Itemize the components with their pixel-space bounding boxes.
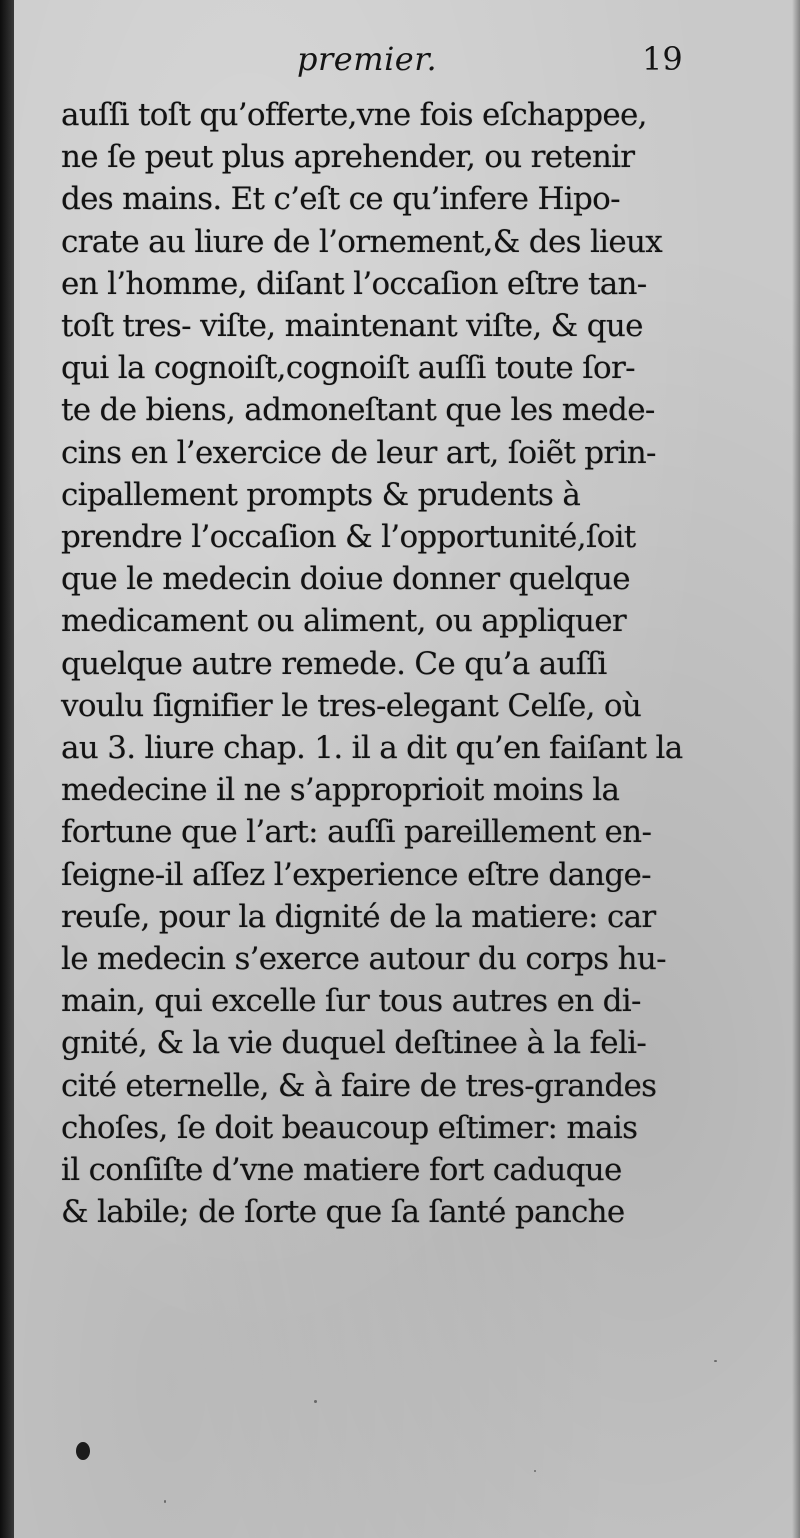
scan-left-edge [0,0,14,1538]
text-line: ne ſe peut plus aprehender, ou retenir [61,139,635,176]
paper-speck [714,1360,717,1362]
text-line: te de biens, admoneſtant que les mede- [61,392,655,429]
scan-right-shadow [792,0,800,1538]
text-line: cité eternelle, & à faire de tres-grandes [61,1067,657,1104]
text-line: medecine il ne s’approprioit moins la [61,772,620,809]
text-line: choſes, ſe doit beaucoup eſtimer: mais [61,1109,638,1146]
text-line: & labile; de ſorte que ſa ſanté panche [61,1194,625,1231]
text-line: il conſiſte d’vne matiere fort caduque [61,1152,622,1189]
paper-speck [534,1470,536,1472]
text-line: gnité, & la vie duquel deſtinee à la feli- [61,1025,647,1062]
running-title: premier. [297,40,438,78]
text-line: cins en l’exercice de leur art, ſoiẽt prin- [61,434,656,471]
text-line: toſt tres- viſte, maintenant viſte, & que [61,308,643,345]
paper-speck [314,1400,317,1403]
book-page [14,0,800,1538]
text-line: au 3. liure chap. 1. il a dit qu’en faiſant la [61,730,683,767]
body-text [61,94,701,1233]
text-line: en l’homme, diſant l’occaſion eſtre tan- [61,265,647,302]
page-number: 19 [642,40,683,78]
text-line: que le medecin doiue donner quelque [61,561,630,598]
text-line: fortune que l’art: auſſi pareillement en- [61,814,652,851]
text-line: auſſi toſt qu’offerte,vne fois eſchappee, [61,97,647,133]
text-line: des mains. Et c’eſt ce qu’infere Hipo- [61,181,620,218]
text-line: voulu ſignifier le tres-elegant Celſe, où [61,687,642,724]
text-line: prendre l’occaſion & l’opportunité,ſoit [61,519,636,556]
text-line: crate au liure de l’ornement,& des lieux [61,223,663,260]
text-line: main, qui excelle ſur tous autres en di- [61,983,641,1020]
running-head [14,40,800,90]
text-line: ſeigne-il aſſez l’experience eſtre dange- [61,856,651,893]
paper-speck [164,1500,166,1503]
ink-blot [76,1442,90,1460]
text-line: reuſe, pour la dignité de la matiere: car [61,898,656,935]
text-line: quelque autre remede. Ce qu’a auſſi [61,645,607,682]
text-line: qui la cognoiſt,cognoiſt auſſi toute ſor- [61,350,635,387]
text-line: le medecin s’exerce autour du corps hu- [61,941,666,978]
text-line: medicament ou aliment, ou appliquer [61,603,626,640]
text-line: cipallement prompts & prudents à [61,476,581,513]
